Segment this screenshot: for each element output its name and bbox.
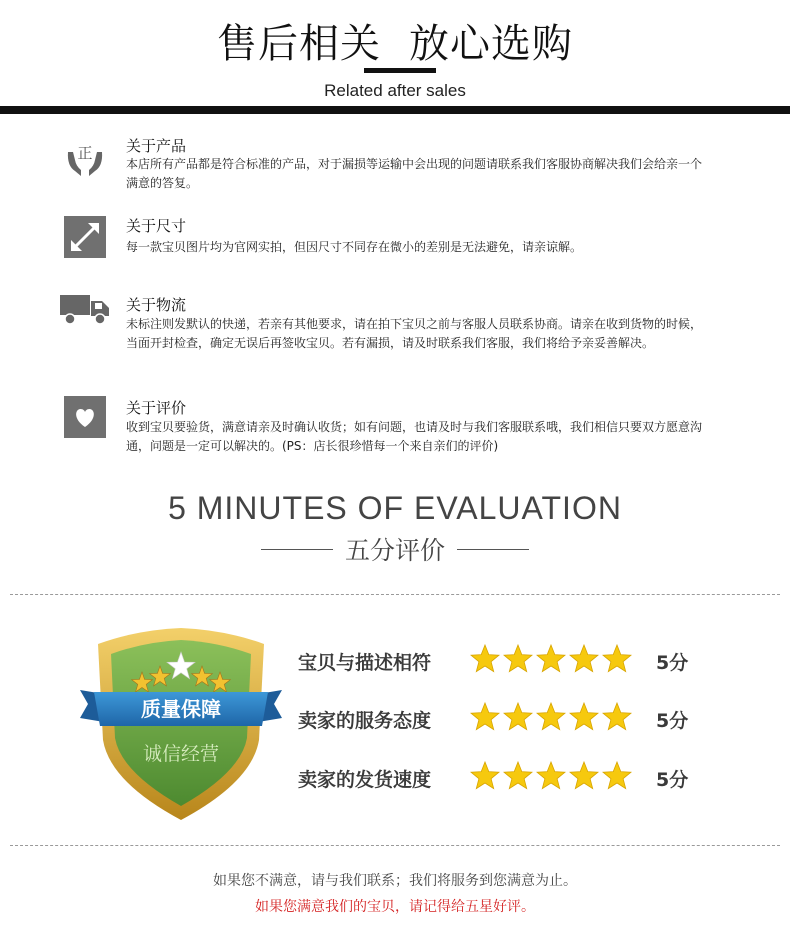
- star-icon: [470, 701, 500, 733]
- eval-line-left: [261, 549, 333, 550]
- item-desc-logistics: 未标注则发默认的快递，若亲有其他要求，请在拍下宝贝之前与客服人员联系协商。请亲在收到货物的时候，当面开封检查，确定无误后再签收宝贝。若有漏损，请及时联系我们客服，我们将给予亲妥善解决。: [126, 317, 703, 350]
- page-subtitle: Related after sales: [324, 81, 466, 100]
- rating-label-shipping: 卖家的发货速度: [298, 769, 432, 791]
- svg-text:正: 正: [77, 144, 93, 162]
- star-icon: [503, 701, 533, 733]
- evaluation-title-cn: 五分评价: [344, 536, 445, 565]
- star-icon: [536, 760, 566, 792]
- page-title: [0, 12, 790, 69]
- star-icon: [536, 701, 566, 733]
- star-icon: [536, 643, 566, 675]
- evaluation-title-en: 5 MINUTES OF EVALUATION: [168, 490, 622, 526]
- header-divider-bar: [0, 106, 790, 114]
- title-underline: [364, 68, 436, 73]
- footer-line-satisfied: 如果您满意我们的宝贝，请记得给五星好评。: [255, 899, 535, 915]
- eval-line-right: [457, 549, 529, 550]
- star-icon: [569, 701, 599, 733]
- dashed-divider-top: [10, 594, 780, 595]
- badge-ribbon-text: 质量保障: [141, 697, 221, 721]
- star-icon: [602, 760, 632, 792]
- rating-stars-service: [470, 701, 632, 733]
- rating-label-description: 宝贝与描述相符: [298, 652, 432, 674]
- hands-zheng-icon: [64, 138, 106, 180]
- footer-line-dissatisfied: 如果您不满意，请与我们联系；我们将服务到您满意为止。: [213, 873, 577, 889]
- page-title-part2: 放心选购: [409, 21, 573, 67]
- star-icon: [569, 643, 599, 675]
- rating-score-description: 5分: [656, 652, 689, 674]
- star-icon: [569, 760, 599, 792]
- rating-stars-shipping: [470, 760, 632, 792]
- rating-score-shipping: 5分: [656, 769, 689, 791]
- rating-label-service: 卖家的服务态度: [298, 710, 432, 732]
- item-title-product: 关于产品: [126, 137, 187, 155]
- quality-badge: [76, 622, 286, 824]
- badge-bottom-text: 诚信经营: [142, 743, 220, 765]
- item-desc-size: 每一款宝贝图片均为官网实拍，但因尺寸不同存在微小的差别是无法避免，请亲谅解。: [126, 240, 583, 254]
- heart-icon: [64, 396, 106, 438]
- item-desc-product: 本店所有产品都是符合标准的产品，对于漏损等运输中会出现的问题请联系我们客服协商解决我们会给亲一个满意的答复。: [126, 157, 703, 190]
- star-icon: [503, 760, 533, 792]
- star-icon: [602, 701, 632, 733]
- evaluation-title-cn-row: [0, 531, 790, 567]
- item-title-review: 关于评价: [126, 399, 187, 417]
- rating-score-service: 5分: [656, 710, 689, 732]
- page-title-part1: 售后相关: [217, 21, 381, 67]
- rating-stars-description: [470, 643, 632, 675]
- item-title-logistics: 关于物流: [126, 296, 187, 314]
- truck-icon: [60, 292, 110, 334]
- star-icon: [470, 760, 500, 792]
- star-icon: [602, 643, 632, 675]
- dashed-divider-bottom: [10, 845, 780, 846]
- star-icon: [470, 643, 500, 675]
- star-icon: [503, 643, 533, 675]
- item-title-size: 关于尺寸: [126, 217, 187, 235]
- resize-arrow-icon: [64, 216, 106, 258]
- item-desc-review: 收到宝贝要验货，满意请亲及时确认收货；如有问题，也请及时与我们客服联系哦，我们相信只要双方愿意沟通，问题是一定可以解决的。(PS：店长很珍惜每一个来自亲们的评价): [126, 420, 703, 453]
